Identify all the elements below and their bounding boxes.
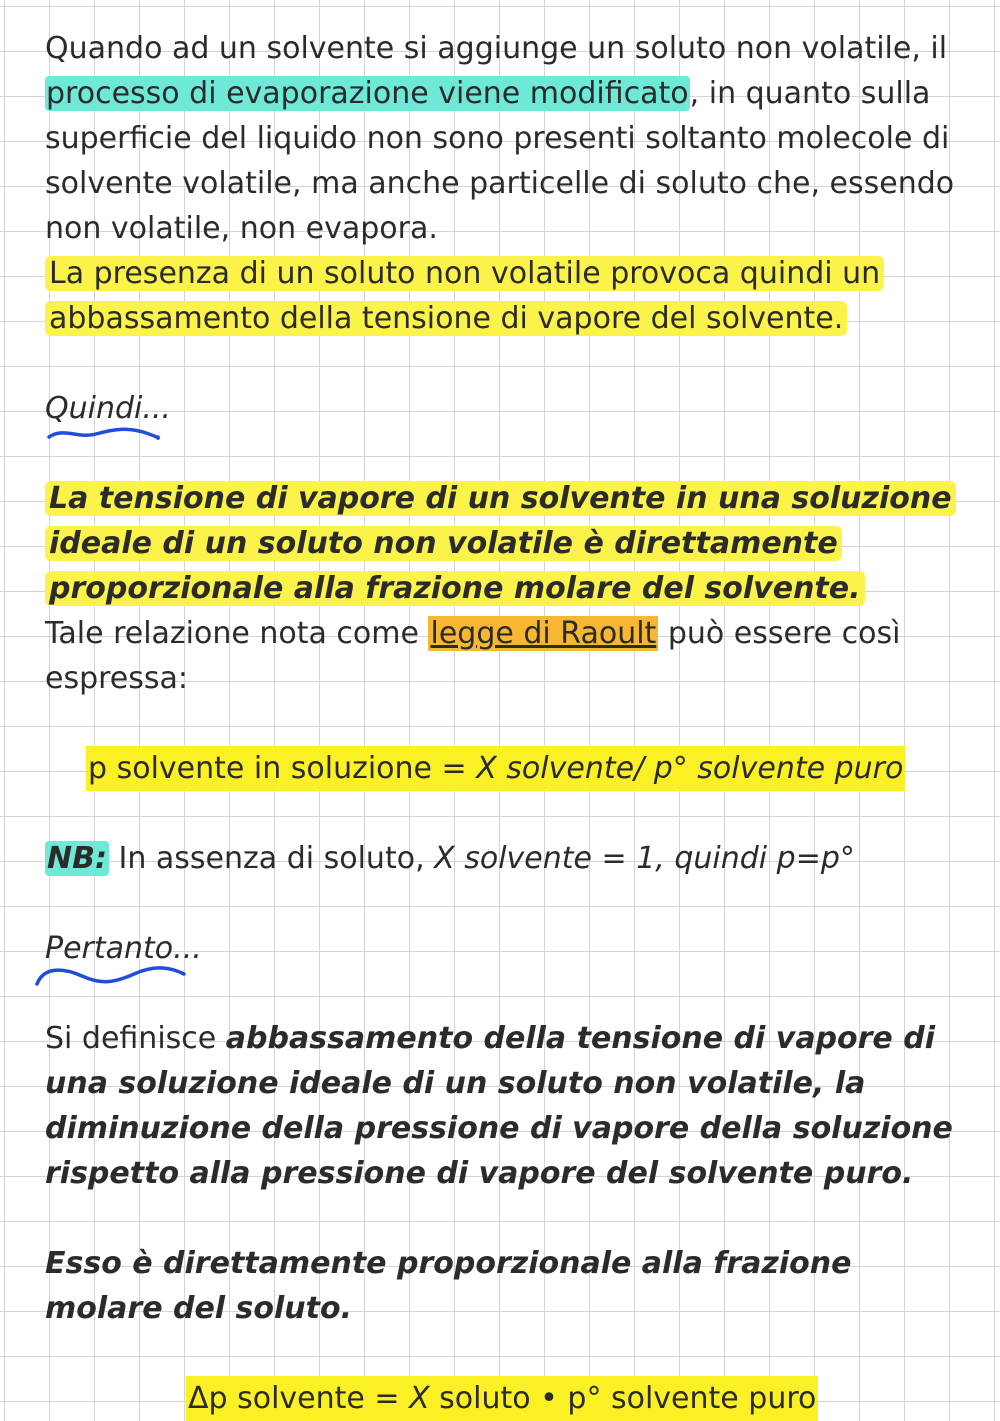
formula2-c: soluto • p° solvente puro [429, 1381, 817, 1416]
definition-text-1: Si definisce [45, 1021, 226, 1056]
proportional-paragraph [45, 1241, 955, 1331]
raoult-law-highlight: legge di Raoult [430, 616, 657, 651]
delta-p-formula [186, 1376, 818, 1421]
intro-paragraph [45, 26, 955, 251]
formula2-b: X [409, 1381, 430, 1416]
solute-effect-paragraph [45, 251, 955, 341]
definition-paragraph [45, 1016, 955, 1196]
quindi-squiggle-icon [46, 425, 161, 443]
raoult-definition-paragraph [45, 476, 955, 611]
intro-highlight: processo di evaporazione viene modificato [46, 76, 689, 111]
solute-effect-text: La presenza di un soluto non volatile provoca quindi un abbassamento della tensione di vapore del solvente. [45, 256, 884, 336]
pertanto-squiggle-icon [34, 962, 189, 988]
raoult-formula [86, 746, 905, 791]
pertanto-text: Pertanto... [45, 931, 202, 966]
raoult-text-1: Tale relazione nota come [45, 616, 429, 651]
intro-text-1: Quando ad un solvente si aggiunge un soluto non volatile, il [45, 31, 948, 66]
formula1-right: X solvente/ p° solvente puro [476, 751, 904, 786]
definition-text-2: abbassamento della tensione di vapore di una soluzione ideale di un soluto non volatile, la diminuzione della pressione di vapore della soluzione rispetto alla pressione di vapore del solvente puro. [45, 1021, 953, 1191]
nb-text-2: X solvente = 1, quindi p=p° [434, 841, 855, 876]
proportional-text: Esso è direttamente proporzionale alla frazione molare del soluto. [45, 1246, 852, 1326]
intro-text-2: , in quanto sulla superficie del liquido non sono presenti soltanto molecole di solvente volatile, ma anche particelle di soluto che, essendo non volatile, non evapora. [45, 76, 955, 246]
nb-label: NB: [47, 841, 107, 876]
quindi-text: Quindi... [45, 391, 171, 426]
quindi-heading [45, 386, 955, 431]
raoult-law-paragraph [45, 611, 955, 701]
raoult-definition-text: La tensione di vapore di un solvente in una soluzione ideale di un soluto non volatile è direttamente proporzionale alla frazione molare del solvente. [45, 481, 956, 606]
formula2-a: Δp solvente = [188, 1381, 410, 1416]
nb-text-1: In assenza di soluto, [108, 841, 435, 876]
formula1-left: p solvente in soluzione = [88, 751, 477, 786]
nb-note [45, 836, 955, 881]
raoult-text-2: può essere così espressa: [45, 616, 901, 696]
